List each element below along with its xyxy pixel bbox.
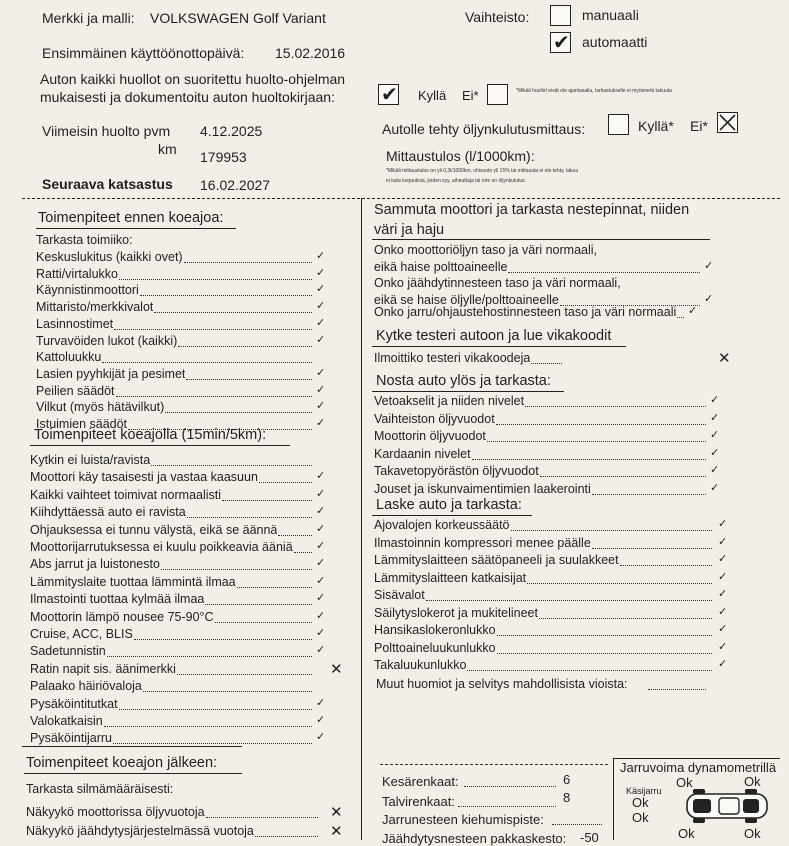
summer-tyres-label: Kesärenkaat:	[382, 774, 459, 789]
checklist-item-label: Ratin napit sis. äänimerkki	[30, 661, 176, 676]
section-subtitle: Tarkasta toimiiko:	[36, 233, 133, 247]
leader-dots	[467, 670, 712, 671]
leader-dots	[113, 743, 312, 744]
last-service-label: Viimeisin huolto pvm	[42, 123, 171, 139]
header-divider	[22, 198, 780, 199]
dyno-ok-front-left: Ok	[676, 775, 693, 790]
section-title-fluids: Sammuta moottori ja tarkasta nestepinnat, niiden	[374, 202, 690, 218]
leader-dots	[496, 424, 706, 425]
checklist-item-label: Istuimien säädöt	[36, 417, 128, 431]
leader-dots	[178, 346, 312, 347]
first-use-label: Ensimmäinen käyttöönottopäivä:	[42, 45, 245, 61]
service-no-checkbox[interactable]	[487, 84, 508, 105]
check-mark-icon: ✓	[316, 504, 326, 518]
section-underline	[372, 239, 710, 240]
checklist-item-label: Vaihteiston öljyvuodot	[374, 411, 495, 426]
leader-dots	[119, 709, 312, 710]
last-service-value: 4.12.2025	[200, 123, 263, 139]
leader-dots	[116, 396, 312, 397]
gearbox-label: Vaihteisto:	[465, 9, 530, 25]
leader-dots	[540, 476, 706, 477]
notes-dots	[648, 689, 706, 690]
checklist-item-label: Takaluukunlukko	[374, 658, 467, 672]
checklist-item-label: Cruise, ACC, BLIS	[30, 627, 133, 641]
checklist-item-label: Peilien säädöt	[36, 383, 115, 398]
section-title-lower: Laske auto ja tarkasta:	[376, 497, 522, 513]
checklist-item-label: eikä haise polttoaineelle	[374, 260, 508, 274]
oil-no-label: Ei*	[690, 118, 708, 134]
section-underline	[372, 515, 532, 516]
check-mark-icon: ✓	[704, 292, 714, 305]
first-use-value: 15.02.2016	[275, 45, 346, 61]
checklist-item-label: Moottorin lämpö nousee 75-90°C	[30, 609, 214, 624]
checklist-item-label: Polttoaineluukunlukko	[374, 640, 496, 655]
gearbox-manual-label: manuaali	[582, 7, 639, 23]
leader-dots	[259, 482, 312, 483]
checklist-item-label: Vetoakselit ja niiden nivelet	[374, 394, 525, 408]
checklist-item-label: Onko jarru/ohjaustehostinnesteen taso ja väri normaali	[374, 305, 677, 319]
column-divider	[361, 198, 362, 840]
checklist-item-label: Ilmastointi tuottaa kylmää ilmaa	[30, 592, 205, 607]
handbrake-ok-2: Ok	[632, 810, 649, 825]
checklist-item-label: Lasien pyyhkijät ja pesimet	[36, 366, 186, 381]
check-mark-icon: ✓	[316, 382, 326, 396]
checklist-item-label: Takavetopyörästön öljyvuodot	[374, 464, 539, 478]
leader-dots	[134, 639, 312, 640]
winter-dots	[458, 806, 556, 807]
checklist-item-label: Moottorijarrutuksessa ei kuulu poikkeavia ääniä	[30, 540, 293, 554]
km-value: 179953	[200, 149, 247, 165]
leader-dots	[114, 329, 312, 330]
leader-dots	[531, 363, 562, 364]
leader-dots	[237, 587, 312, 588]
checklist-item-label: Näkyykö jäähdytysjärjestelmässä vuotoja	[26, 824, 254, 838]
check-mark-icon: ✓	[710, 445, 720, 459]
checklist-item-label: Kytkin ei luista/ravista	[30, 453, 151, 467]
leader-dots	[206, 817, 318, 818]
coolant-value: -50	[580, 830, 599, 845]
result-label: Mittaustulos (l/1000km):	[386, 148, 535, 164]
winter-tyres-label: Talvirenkaat:	[382, 794, 455, 809]
section-title-fluids-2: väri ja haju	[374, 222, 445, 238]
section-underline	[30, 445, 290, 446]
oil-yes-checkbox[interactable]	[608, 114, 629, 135]
leader-dots	[154, 312, 312, 313]
gearbox-auto-label: automaatti	[582, 34, 648, 50]
section-subtitle: Tarkasta silmämääräisesti:	[26, 782, 174, 796]
brake-dots	[552, 824, 602, 825]
checklist-item-label: Palaako häiriövaloja	[30, 679, 142, 694]
check-mark-icon: ✓	[316, 486, 326, 500]
result-note-2: ei kata korjauksia, joiden syy, aiheuttaja tai oire on öljynkulutus.	[386, 178, 526, 184]
leader-dots	[161, 569, 312, 570]
service-line-2: mukaisesti ja dokumentoitu auton huoltokirjaan:	[40, 89, 335, 105]
checklist-item-label: Näkyykö moottorissa öljyvuotoja	[26, 805, 205, 819]
oil-yes-label: Kyllä*	[638, 118, 674, 134]
checklist-item-label: eikä se haise öljylle/polttoaineelle	[374, 293, 559, 307]
checklist-item-label: Kardaanin nivelet	[374, 446, 471, 461]
check-mark-icon: ✓	[718, 604, 728, 618]
leader-dots	[620, 565, 712, 566]
leader-dots	[215, 622, 312, 623]
leader-dots	[107, 656, 312, 657]
checklist-item-label: Pysäköintijarru	[30, 731, 112, 746]
leader-dots	[119, 279, 312, 280]
checklist-item-label: Kaikki vaihteet toimivat normaalisti	[30, 487, 222, 502]
checklist-item-label: Sadetunnistin	[30, 644, 106, 659]
leader-dots	[487, 441, 706, 442]
check-mark-icon: ✓	[316, 608, 326, 622]
handbrake-ok-1: Ok	[632, 795, 649, 810]
service-line-1: Auton kaikki huollot on suoritettu huolto-ohjelman	[40, 71, 346, 87]
car-top-view-icon	[683, 788, 771, 824]
oil-test-label: Autolle tehty öljynkulutusmittaus:	[382, 121, 586, 137]
checklist-item-label: Sisävalot	[374, 588, 425, 602]
winter-tyres-value: 8	[563, 790, 571, 805]
dyno-title: Jarruvoima dynamometrillä	[620, 760, 777, 775]
checklist-item-label: Lasinnostimet	[36, 316, 114, 331]
checklist-item-label: Kiihdyttäessä auto ei ravista	[30, 505, 186, 520]
leader-dots	[255, 836, 318, 837]
leader-dots	[677, 317, 684, 318]
dyno-ok-front-right: Ok	[744, 774, 761, 789]
leader-dots	[472, 459, 706, 460]
leader-dots	[165, 412, 312, 413]
leader-dots	[205, 604, 312, 605]
bottom-divider	[380, 764, 608, 765]
check-mark-icon: ✓	[710, 480, 720, 494]
check-mark-icon: ✓	[710, 393, 720, 406]
check-mark-icon: ✓	[718, 622, 728, 635]
checklist-item-label: Onko jäähdytinnesteen taso ja väri normaali,	[374, 276, 621, 290]
make-label: Merkki ja malli:	[42, 10, 135, 26]
km-label: km	[158, 141, 177, 157]
check-mark-icon: ✔	[381, 82, 398, 106]
check-mark-icon: ✓	[718, 569, 728, 583]
check-mark-icon: ✓	[316, 539, 326, 552]
leader-dots	[527, 583, 712, 584]
checklist-item-label: Lämmityslaitteen säätöpaneeli ja suulakkeet	[374, 553, 619, 567]
checklist-item-label: Moottorin öljyvuodot	[374, 429, 486, 443]
cross-mark-icon: ✕	[330, 803, 343, 821]
cross-mark-icon: ✕	[718, 349, 731, 367]
checklist-item-label: Ohjauksessa ei tunnu välystä, eikä se äännä	[30, 522, 278, 537]
check-mark-icon: ✓	[316, 695, 326, 709]
check-mark-icon: ✓	[316, 282, 326, 296]
leader-dots	[143, 691, 312, 692]
inspection-label: Seuraava katsastus	[42, 176, 173, 192]
leader-dots	[497, 635, 712, 636]
cross-mark-icon: ✕	[330, 822, 343, 840]
service-yes-label: Kyllä	[418, 88, 447, 103]
check-mark-icon: ✓	[316, 591, 326, 605]
leader-dots	[222, 500, 312, 501]
check-mark-icon: ✓	[316, 332, 326, 346]
check-mark-icon: ✓	[688, 304, 698, 317]
checklist-item-label: Lämmityslaitteen katkaisijat	[374, 570, 527, 585]
leader-dots	[186, 379, 312, 380]
checklist-item-label: Keskuslukitus (kaikki ovet)	[36, 250, 183, 264]
checklist-item-label: Ilmoittiko testeri vikakoodeja	[374, 351, 531, 365]
checklist-item-label: Käynnistinmoottori	[36, 283, 139, 298]
check-mark-icon: ✓	[710, 463, 720, 476]
check-mark-icon: ✔	[553, 30, 570, 54]
handbrake-label: Käsijarru	[626, 786, 662, 796]
leader-dots	[187, 517, 312, 518]
check-mark-icon: ✓	[316, 299, 326, 313]
section-title-before-drive: Toimenpiteet ennen koeajoa:	[38, 210, 224, 226]
dyno-ok-rear-left: Ok	[678, 826, 695, 841]
section-title-after-drive: Toimenpiteet koeajon jälkeen:	[26, 755, 218, 771]
check-mark-icon: ✓	[316, 730, 326, 744]
notes-label: Muut huomiot ja selvitys mahdollisista vioista:	[376, 677, 628, 691]
dyno-border-left	[613, 758, 614, 840]
check-mark-icon: ✓	[718, 534, 728, 548]
check-mark-icon: ✓	[316, 556, 326, 570]
leader-dots	[278, 535, 312, 536]
checklist-item-label: Turvavöiden lukot (kaikki)	[36, 333, 178, 348]
leader-dots	[592, 494, 706, 495]
check-mark-icon: ✓	[718, 552, 728, 565]
section-title-tester: Kytke testeri autoon ja lue vikakoodit	[376, 328, 612, 344]
section-underline	[36, 228, 236, 229]
brake-fluid-label: Jarrunesteen kiehumispiste:	[382, 812, 544, 827]
checklist-item-label: Säilytyslokerot ja mukitelineet	[374, 605, 538, 620]
section-title-drive: Toimenpiteet koeajolla (15min/5km):	[34, 427, 267, 443]
leader-dots	[508, 272, 700, 273]
check-mark-icon: ✓	[718, 587, 728, 600]
leader-dots	[140, 295, 312, 296]
oil-no-checkbox[interactable]	[717, 112, 738, 133]
section-title-lift: Nosta auto ylös ja tarkasta:	[376, 373, 551, 389]
section-underline	[372, 346, 626, 347]
make-value: VOLKSWAGEN Golf Variant	[150, 10, 326, 26]
check-mark-icon: ✓	[710, 410, 720, 424]
checklist-item-label: Hansikaslokeronlukko	[374, 623, 496, 637]
check-mark-icon: ✓	[316, 469, 326, 483]
section-divider	[22, 746, 242, 747]
leader-dots	[592, 548, 712, 549]
check-mark-icon: ✓	[316, 643, 326, 657]
cross-mark-icon	[718, 113, 737, 132]
check-mark-icon: ✓	[718, 639, 728, 653]
checklist-item-label: Moottori käy tasaisesti ja vastaa kaasuun	[30, 470, 258, 485]
cross-mark-icon: ✕	[330, 659, 343, 678]
check-mark-icon: ✓	[316, 521, 326, 535]
leader-dots	[511, 530, 713, 531]
check-mark-icon: ✓	[316, 416, 326, 429]
leader-dots	[497, 653, 712, 654]
check-mark-icon: ✓	[718, 517, 728, 530]
check-mark-icon: ✓	[718, 657, 728, 670]
check-mark-icon: ✓	[316, 626, 326, 639]
checklist-item-label: Ratti/virtalukko	[36, 266, 118, 281]
section-underline	[372, 391, 564, 392]
checklist-item-label: Ilmastoinnin kompressori menee päälle	[374, 535, 591, 550]
check-mark-icon: ✓	[316, 365, 326, 379]
leader-dots	[102, 362, 312, 363]
summer-tyres-value: 6	[563, 772, 571, 787]
check-mark-icon: ✓	[316, 315, 326, 329]
check-mark-icon: ✓	[316, 249, 326, 262]
checklist-item-label: Pysäköintitutkat	[30, 696, 118, 711]
check-mark-icon: ✓	[710, 428, 720, 441]
coolant-label: Jäähdytysnesteen pakkaskesto:	[382, 831, 567, 846]
gearbox-manual-checkbox[interactable]	[550, 5, 571, 26]
check-mark-icon: ✓	[316, 713, 326, 726]
service-no-label: Ei*	[462, 88, 479, 103]
checklist-item-label: Kattoluukku	[36, 350, 102, 365]
summer-dots	[464, 786, 556, 787]
check-mark-icon: ✓	[704, 259, 714, 272]
checklist-item-label: Vilkut (myös hätävilkut)	[36, 400, 165, 415]
inspection-value: 16.02.2027	[200, 177, 271, 193]
checklist-item-label: Ajovalojen korkeussäätö	[374, 518, 510, 532]
leader-dots	[184, 262, 312, 263]
checklist-item-label: Abs jarrut ja luistonesto	[30, 557, 160, 572]
check-mark-icon: ✓	[316, 399, 326, 413]
checklist-item-label: Onko moottoriöljyn taso ja väri normaali,	[374, 243, 598, 257]
dyno-ok-rear-right: Ok	[744, 826, 761, 841]
checklist-item-label: Jouset ja iskunvaimentimien laakerointi	[374, 481, 591, 496]
leader-dots	[104, 726, 312, 727]
leader-dots	[525, 406, 706, 407]
leader-dots	[426, 600, 712, 601]
checklist-item-label: Lämmityslaite tuottaa lämmintä ilmaa	[30, 574, 236, 589]
section-underline	[24, 773, 242, 774]
checklist-item-label: Valokatkaisin	[30, 714, 103, 728]
result-note-1: *Mikäli mittaustulos on yli 0,3l/1000km, ohivuoto yli 15% tai mittausta ei ole tehty, takuu	[386, 168, 579, 174]
checklist-item-label: Mittaristo/merkkivalot	[36, 300, 154, 315]
leader-dots	[177, 674, 312, 675]
leader-dots	[151, 465, 312, 466]
leader-dots	[539, 618, 712, 619]
service-note: *Mikäli huollot eivät ole ajantasalla, tarkastukselle ei myönnetä takuuta	[516, 88, 672, 94]
check-mark-icon: ✓	[316, 265, 326, 279]
dyno-border-top	[613, 758, 780, 759]
check-mark-icon: ✓	[316, 573, 326, 587]
leader-dots	[294, 552, 312, 553]
